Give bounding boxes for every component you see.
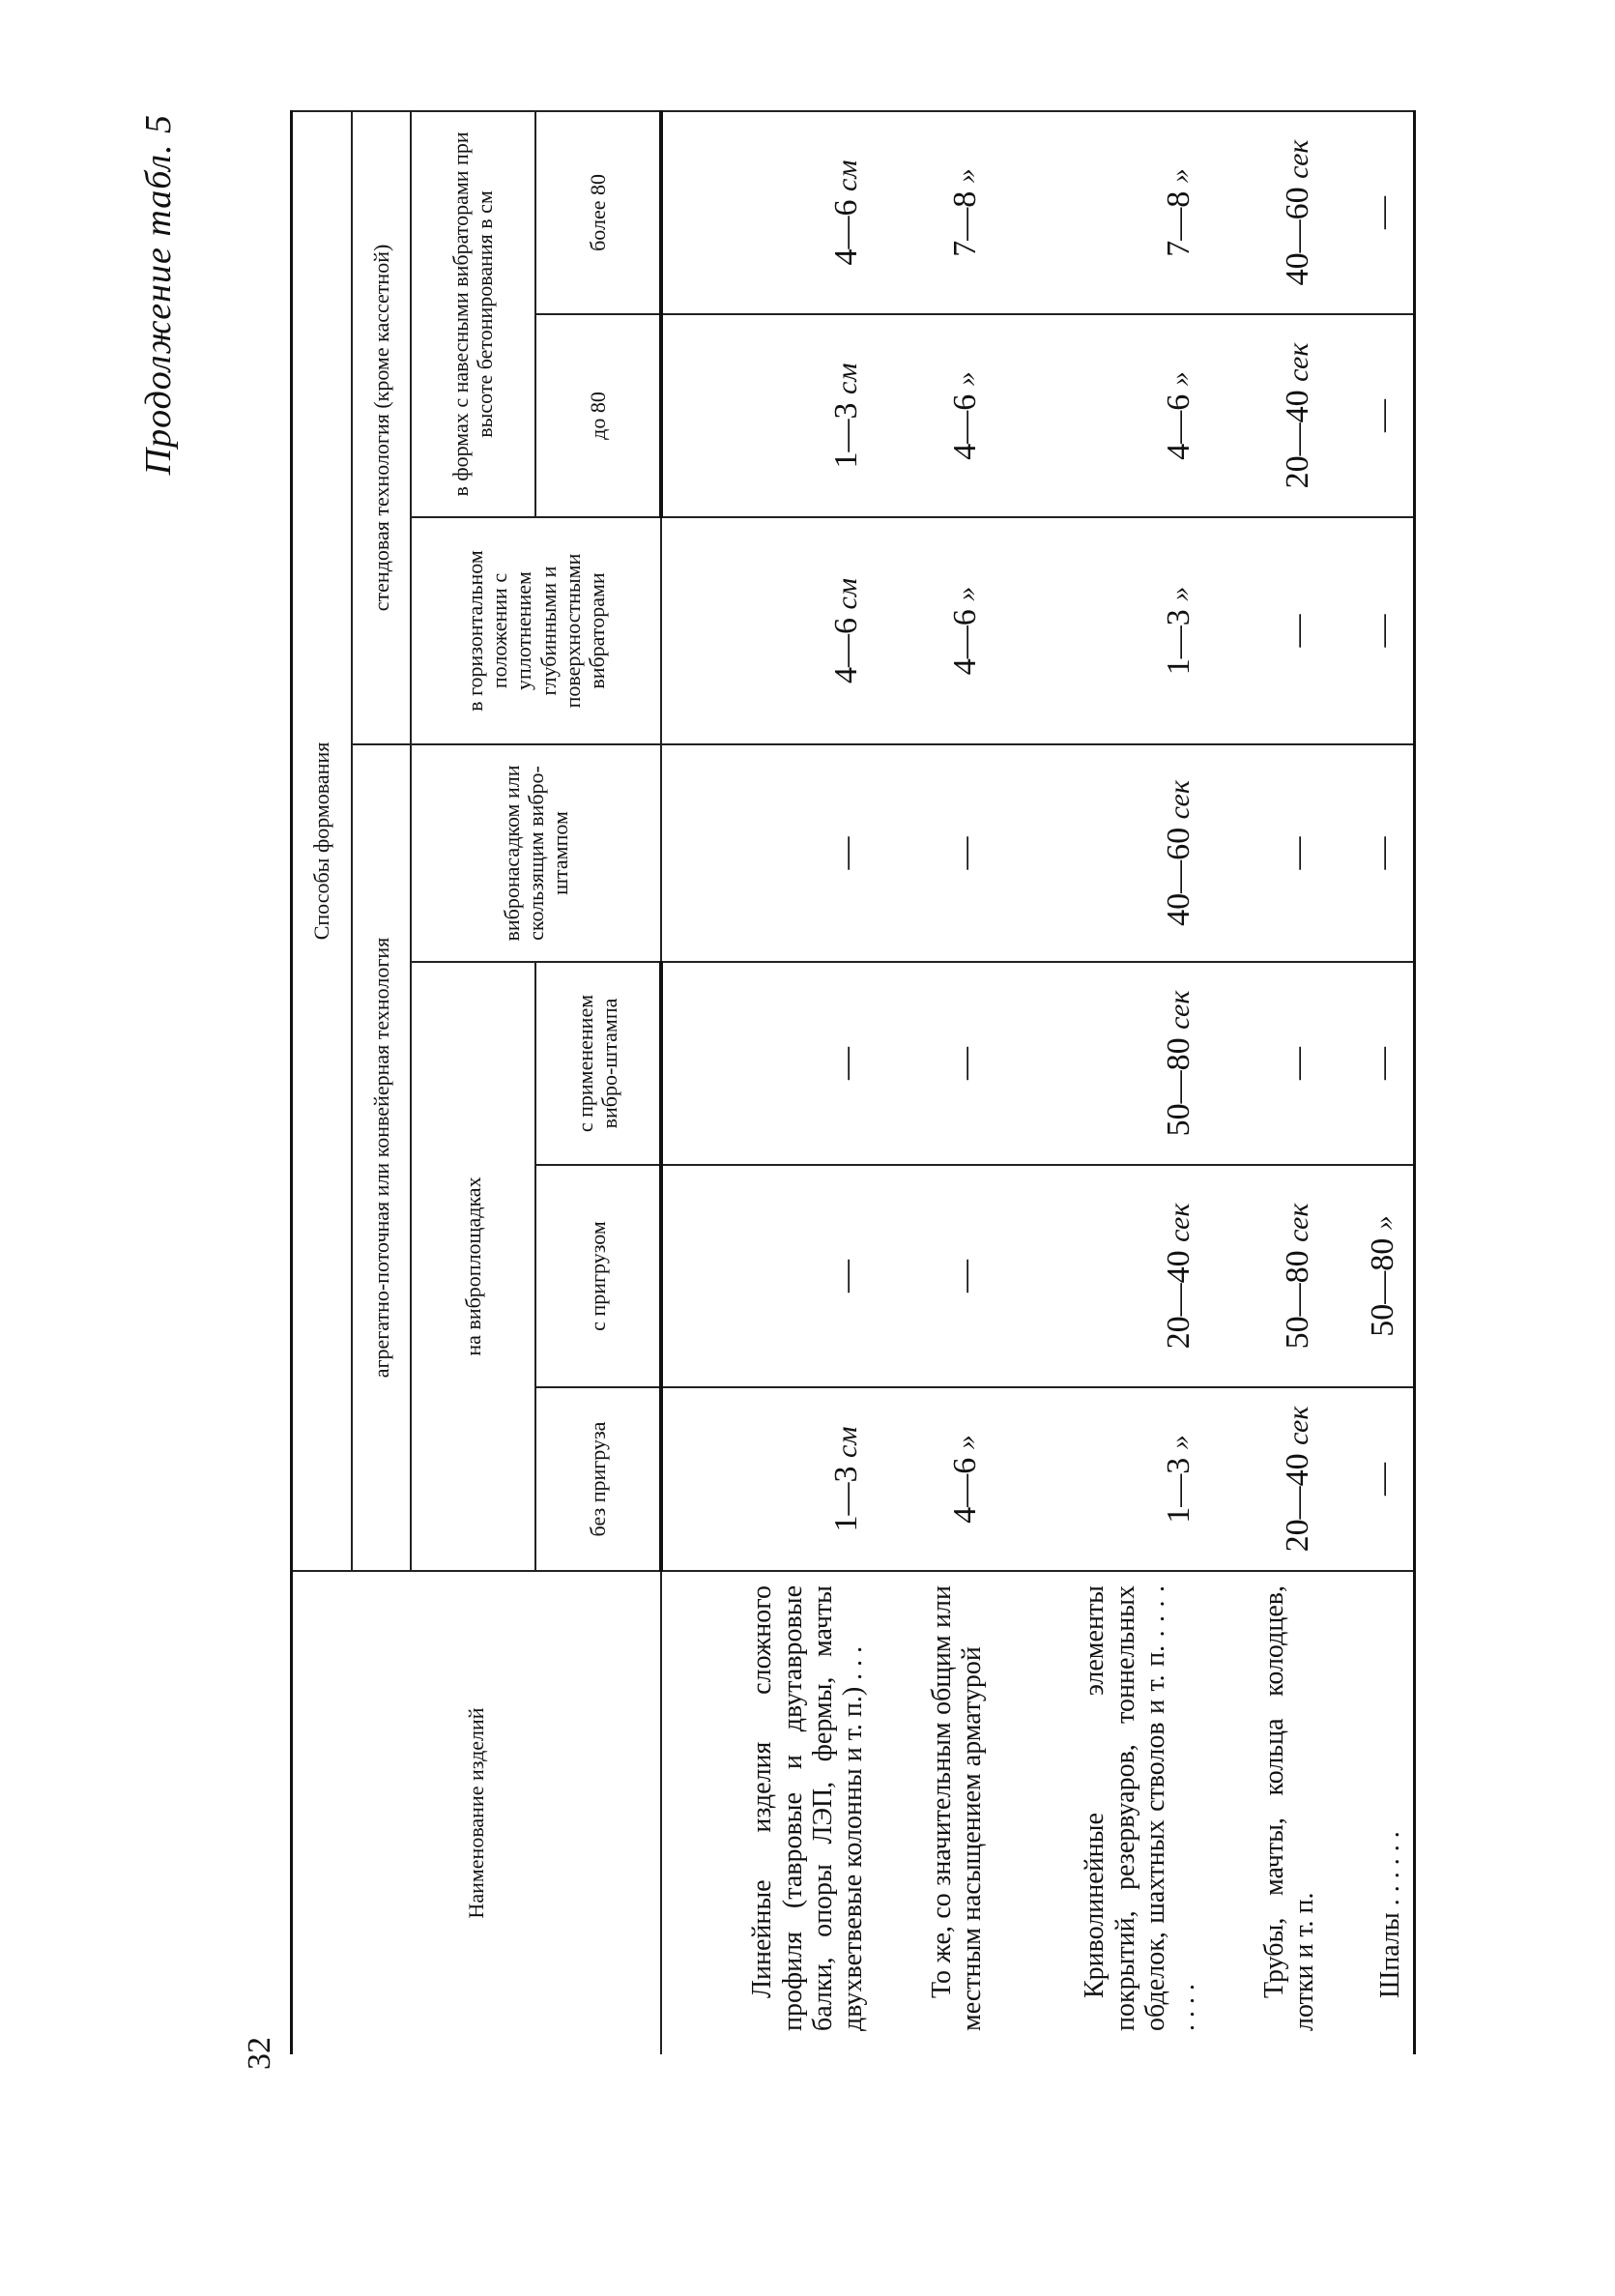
table-caption: Продолжение табл. 5 — [138, 114, 179, 476]
header-product-name: Наименование изделий — [292, 1571, 662, 2054]
header-up-to-80: до 80 — [535, 314, 662, 517]
cell-with-load: — — [877, 1165, 995, 1387]
header-vibro-nasadok: вибронасадком или скользящим вибро-штампом — [411, 744, 661, 962]
cell-with-load: — — [661, 1165, 877, 1387]
cell-horizontal: 1—3 » — [995, 517, 1209, 744]
cell-over-80: 40—60 сек — [1209, 111, 1328, 314]
product-name: То же, со значительным общим или местным насыщением арматурой — [877, 1571, 995, 2054]
table-row — [1328, 111, 1415, 2054]
page-number: 32 — [242, 2037, 277, 2070]
cell-no-load: 1—3 см — [661, 1387, 877, 1571]
cell-over-80: 7—8 » — [995, 111, 1209, 314]
cell-up-to-80: — — [1328, 314, 1415, 517]
table-row — [877, 111, 995, 2054]
header-no-load: без пригруза — [535, 1387, 662, 1571]
cell-with-stamp: — — [661, 962, 877, 1165]
product-name: Трубы, мачты, кольца колодцев, лотки и т. п. — [1209, 1571, 1328, 2054]
cell-vibro-nasadok: — — [877, 744, 995, 962]
header-over-80: более 80 — [535, 111, 662, 314]
cell-horizontal: — — [1209, 517, 1328, 744]
header-with-stamp: с применением вибро-штампа — [535, 962, 662, 1165]
table-row — [995, 111, 1209, 2054]
cell-over-80: 4—6 см — [661, 111, 877, 314]
header-with-load: с пригрузом — [535, 1165, 662, 1387]
cell-no-load: — — [1328, 1387, 1415, 1571]
table-row — [661, 111, 877, 2054]
cell-up-to-80: 20—40 сек — [1209, 314, 1328, 517]
cell-up-to-80: 4—6 » — [877, 314, 995, 517]
cell-up-to-80: 1—3 см — [661, 314, 877, 517]
cell-with-load: 50—80 сек — [1209, 1165, 1328, 1387]
cell-horizontal: — — [1328, 517, 1415, 744]
header-forms-hanging-vibrators: в формах с навесными вибраторами при высоте бетонирования в см — [411, 111, 535, 517]
cell-vibro-nasadok: — — [1328, 744, 1415, 962]
cell-vibro-nasadok: — — [661, 744, 877, 962]
cell-with-stamp: — — [877, 962, 995, 1165]
cell-horizontal: 4—6 см — [661, 517, 877, 744]
cell-no-load: 20—40 сек — [1209, 1387, 1328, 1571]
cell-vibro-nasadok: — — [1209, 744, 1328, 962]
cell-with-stamp: — — [1328, 962, 1415, 1165]
product-name: Шпалы . . . . . . — [1328, 1571, 1415, 2054]
header-forming-methods: Способы формования — [292, 111, 352, 1571]
cell-up-to-80: 4—6 » — [995, 314, 1209, 517]
cell-horizontal: 4—6 » — [877, 517, 995, 744]
cell-with-stamp: 50—80 сек — [995, 962, 1209, 1165]
cell-vibro-nasadok: 40—60 сек — [995, 744, 1209, 962]
cell-with-load: 50—80 » — [1328, 1165, 1415, 1387]
product-name: Криволинейные элементы покрытий, резервуаров, тоннельных обделок, шахтных стволов и т. п. . . . . . . . . — [995, 1571, 1209, 2054]
cell-over-80: — — [1328, 111, 1415, 314]
forming-methods-table — [290, 110, 1416, 2054]
header-stand-technology: стендовая технология (кроме кассетной) — [352, 111, 411, 744]
cell-no-load: 4—6 » — [877, 1387, 995, 1571]
table-row — [1209, 111, 1328, 2054]
cell-over-80: 7—8 » — [877, 111, 995, 314]
header-aggregate-technology: агрегатно-поточная или конвейерная технология — [352, 744, 411, 1571]
cell-no-load: 1—3 » — [995, 1387, 1209, 1571]
cell-with-load: 20—40 сек — [995, 1165, 1209, 1387]
header-vibroplatforms: на виброплощадках — [411, 962, 535, 1571]
header-horizontal: в горизонтальном положении с уплотнением глубинными и поверхностными вибраторами — [411, 517, 661, 744]
cell-with-stamp: — — [1209, 962, 1328, 1165]
product-name: Линейные изделия сложного профиля (тавровые и двутавровые балки, опоры ЛЭП, фермы, мачты двухветвевые колонны и т. п.) . . . — [661, 1571, 877, 2054]
